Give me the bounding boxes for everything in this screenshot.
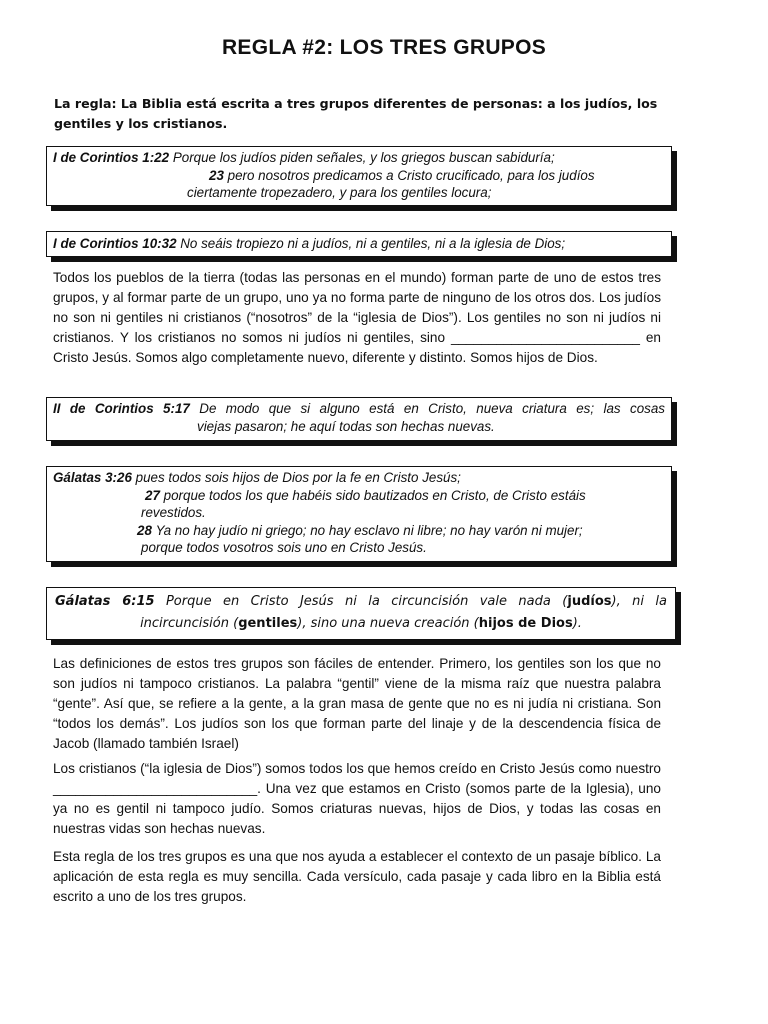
verse-box-galatians-6-15 [46, 587, 676, 640]
verse-reference: Gálatas 3:26 [53, 470, 132, 485]
highlight-children-of-god: hijos de Dios [478, 616, 573, 631]
verse-text: ciertamente tropezadero, y para los gentiles locura; [187, 185, 492, 200]
verse-text: porque todos los que habéis sido bautizados en Cristo, de Cristo estáis [163, 487, 586, 503]
highlight-gentiles: gentiles [238, 616, 298, 631]
verse-text: porque todos vosotros sois uno en Cristo Jesús. [141, 540, 427, 555]
verse-box-2-corinthians-5-17 [46, 397, 672, 441]
verse-text: pues todos sois hijos de Dios por la fe en Cristo Jesús; [135, 470, 461, 485]
verse-number: 27 [145, 487, 160, 503]
paragraph-definitions: Las definiciones de estos tres grupos son fáciles de entender. Primero, los gentiles son los que no son judíos ni tampoco cristianos. La palabra “gentil” viene de la misma raíz que nuestra palabra “gente”. Así que, se refiere a la gente, a la gran masa de gente que no es ni judía ni cristiana. Son “todos los demás”. Los judíos son los que forman parte del linaje y de la descendencia física de Jacob (llamado también Israel) [53, 656, 661, 751]
verse-reference: I de Corintios 1:22 [53, 150, 170, 165]
verse-text: ), ni la [611, 594, 667, 609]
verse-text: ). [572, 616, 582, 631]
verse-text: ), sino una nueva creación ( [297, 616, 479, 631]
verse-text: viejas pasaron; he aquí todas son hechas nuevas. [197, 418, 495, 434]
verse-box-galatians-3-26 [46, 466, 672, 562]
paragraph-application: Esta regla de los tres grupos es una que nos ayuda a establecer el contexto de un pasaje bíblico. La aplicación de esta regla es muy sencilla. Cada versículo, cada pasaje y cada libro en la Biblia está escrito a uno de los tres grupos. [53, 849, 661, 904]
verse-text: pero nosotros predicamos a Cristo crucificado, para los judíos [227, 167, 595, 183]
verse-text: Porque los judíos piden señales, y los griegos buscan sabiduría; [172, 150, 555, 165]
verse-text: Porque en Cristo Jesús ni la circuncisión vale nada ( [165, 594, 568, 609]
verse-text: No seáis tropiezo ni a judíos, ni a gentiles, ni a la iglesia de Dios; [180, 236, 566, 251]
paragraph-christians: Los cristianos (“la iglesia de Dios”) somos todos los que hemos creído en Cristo Jesús como nuestro ___________________________. Una vez que estamos en Cristo (somos parte de la Iglesia), uno ya no es gentil ni tampoco judío. Somos criaturas nuevas, hijos de Dios, y todas las cosas en nuestras vidas son hechas nuevas. [53, 761, 661, 836]
verse-number: 23 [209, 167, 224, 183]
paragraph-three-groups: Todos los pueblos de la tierra (todas las personas en el mundo) forman parte de uno de estos tres grupos, y al formar parte de un grupo, uno ya no forma parte de ninguno de los otros dos. Los judíos no son ni gentiles ni cristianos (“nosotros” de la “iglesia de Dios”). Los gentiles no son ni judíos ni cristianos. Y los cristianos no somos ni judíos ni gentiles, sino _________________________ en Cristo Jesús. Somos algo completamente nuevo, diferente y distinto. Somos hijos de Dios. [53, 270, 661, 365]
rule-statement: La regla: La Biblia está escrita a tres grupos diferentes de personas: a los judíos, los gentiles y los cristianos. [54, 96, 658, 131]
verse-text: revestidos. [141, 505, 206, 520]
verse-text: Ya no hay judío ni griego; no hay esclavo ni libre; no hay varón ni mujer; [155, 522, 583, 538]
verse-reference: Gálatas 6:15 [55, 594, 155, 609]
verse-text: incircuncisión ( [140, 616, 239, 631]
page-title: REGLA #2: LOS TRES GRUPOS [221, 36, 547, 59]
verse-box-1-corinthians-10-32 [46, 231, 672, 257]
highlight-jews: judíos [567, 594, 612, 609]
verse-reference: I de Corintios 10:32 [53, 236, 177, 251]
verse-number: 28 [137, 522, 152, 538]
verse-box-1-corinthians-1-22 [46, 146, 672, 206]
verse-text: De modo que si alguno está en Cristo, nueva criatura es; las cosas [199, 401, 665, 416]
verse-reference: II de Corintios 5:17 [53, 401, 190, 416]
